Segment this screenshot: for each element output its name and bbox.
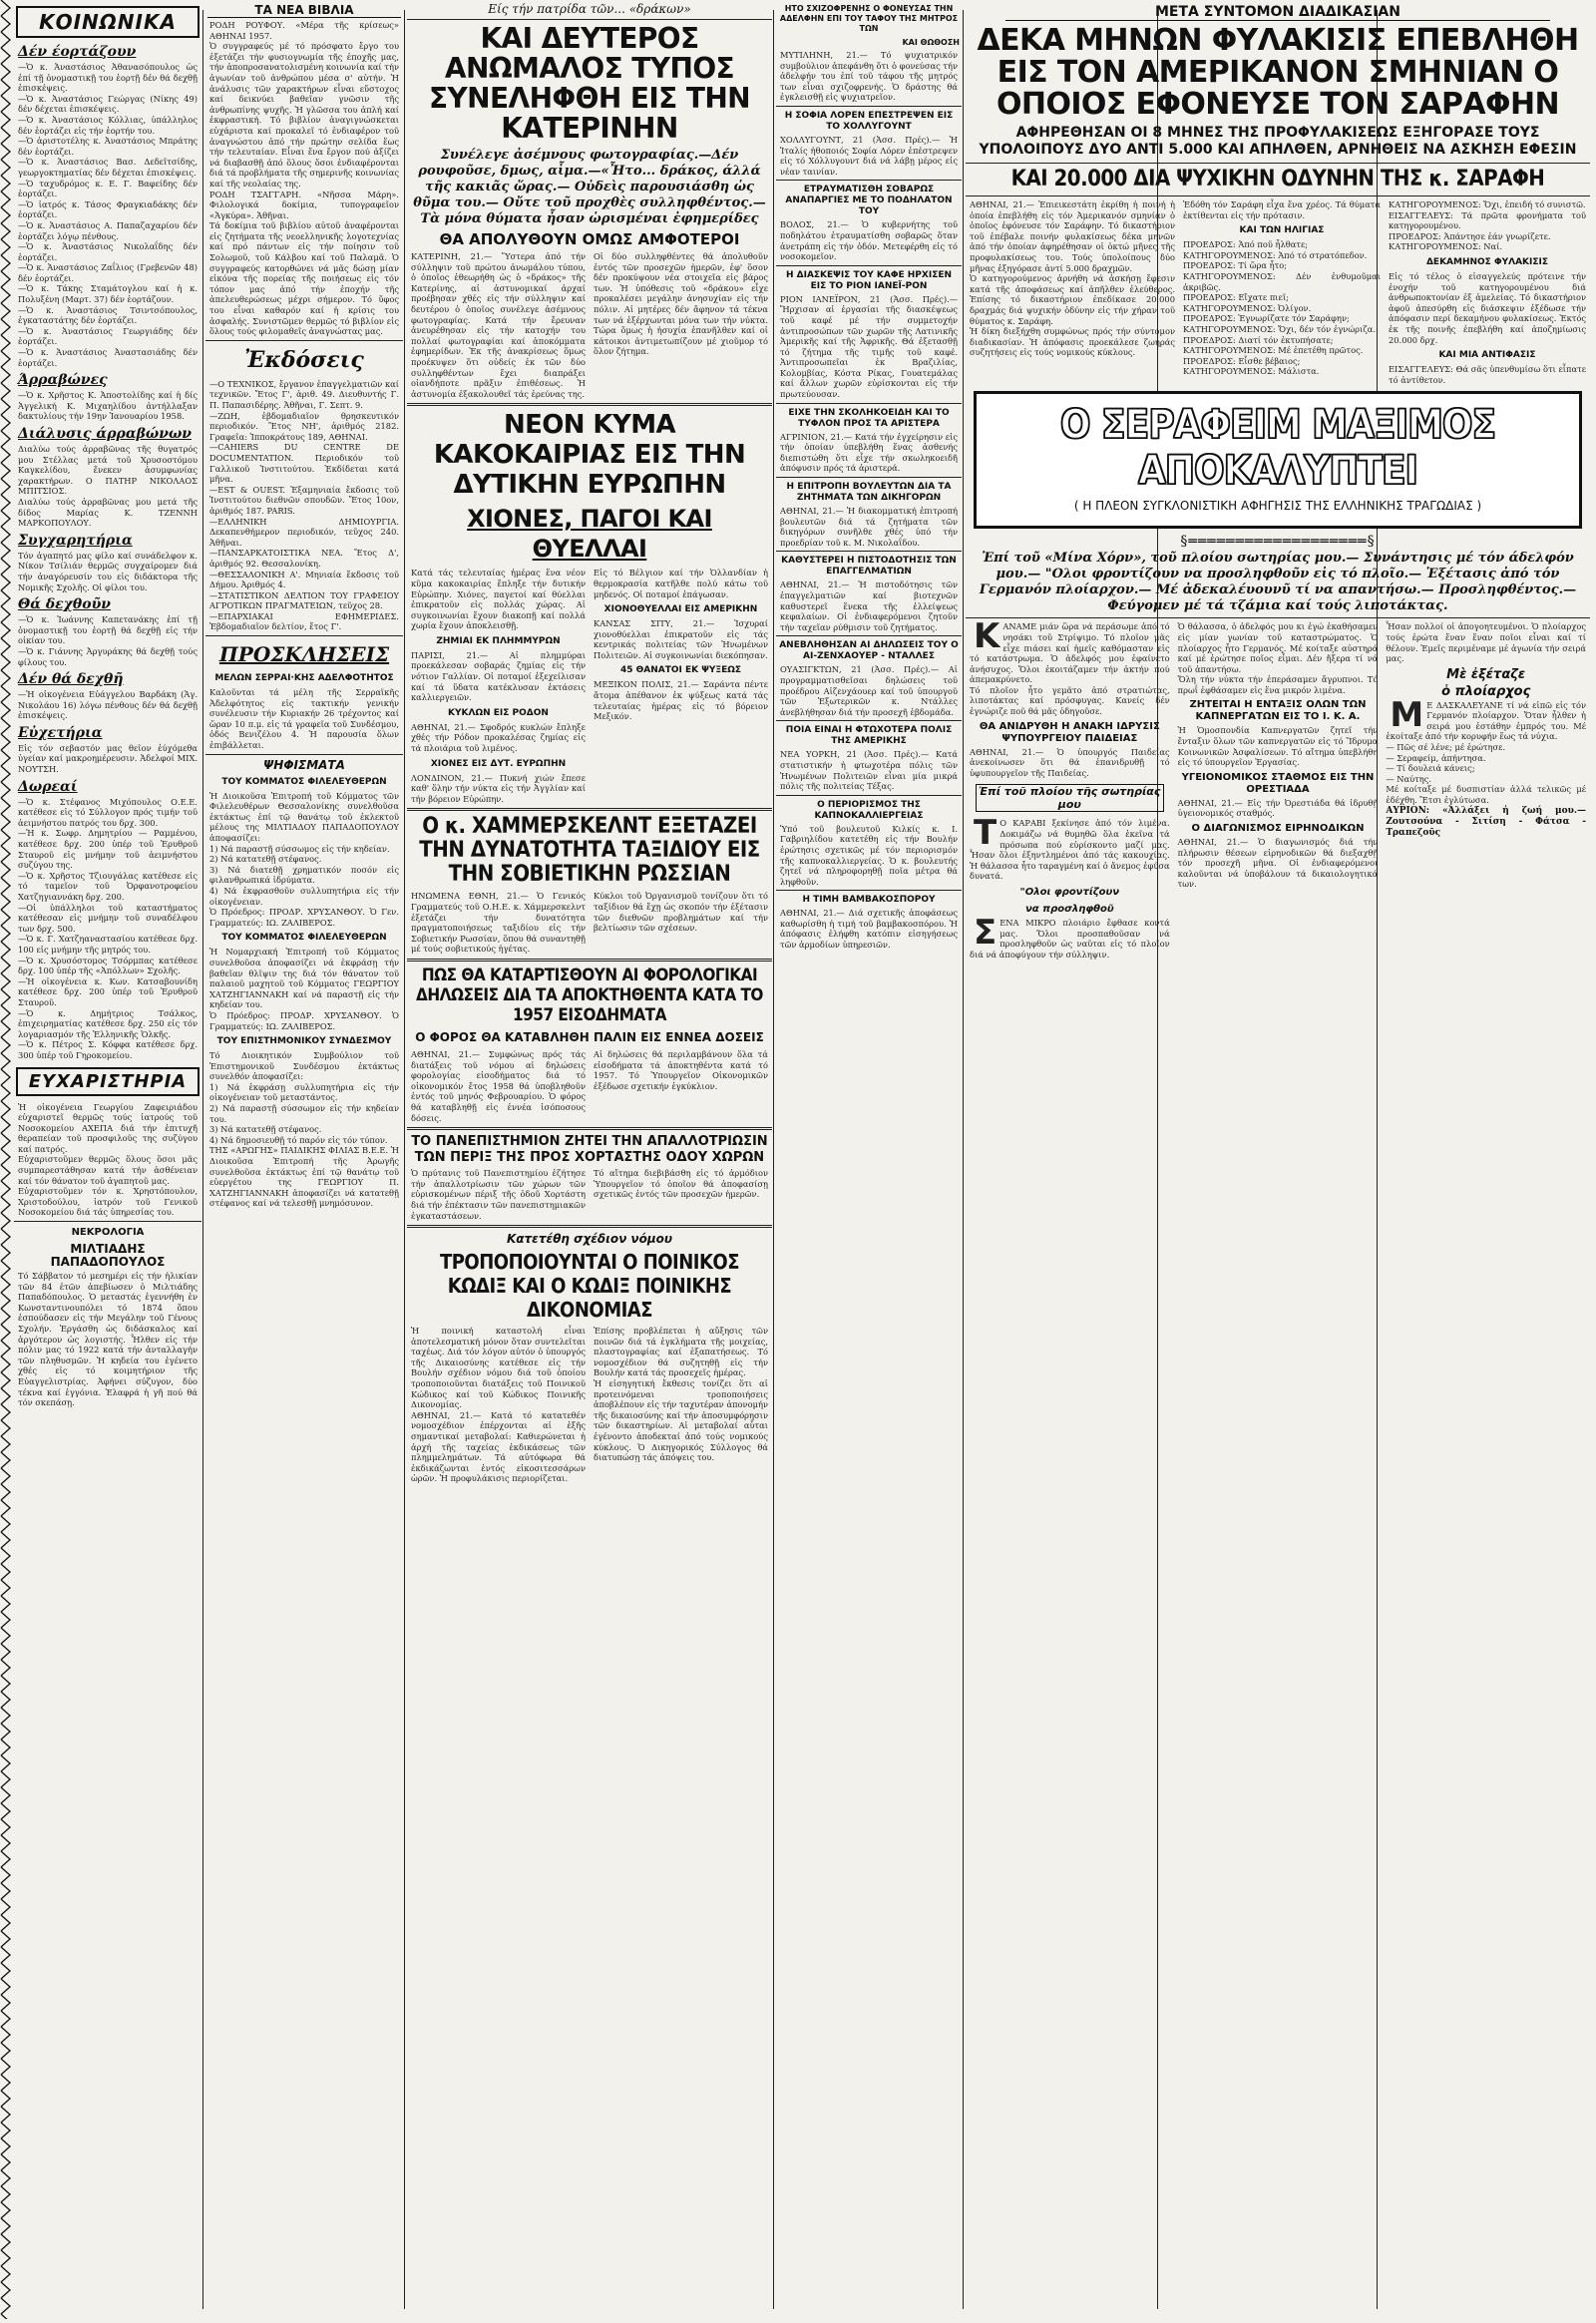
body-text: Οἱ δύο συλληφθέντες θά ἀπολυθοῦν ἐντός τῶν προσεχῶν ἡμερῶν, ἐφ' ὅσον δέν προκύψουν νέα στοιχεῖα εἰς βάρος των. Ἡ ὑπόθεσις τοῦ «δράκου» εἶχε προκαλέσει μεγάλην ἀνησυχίαν εἰς τήν πόλιν. Αἱ μητέρες δέν ἄφηνον τά τέκνα των νά ἐξέρχωνται μόνα των τήν νύκτα. Τώρα ὅμως ἡ ἡσυχία ἐπανῆλθεν καί οἱ κάτοικοι ἀντιμετωπίζουν μέ χιοῦμορ τό ὅλον ζήτημα. <box>594 251 771 357</box>
body-text: ΑΘΗΝΑΙ, 21.— Ὁ ὑπουργός Παιδείας ἀνεκοίνωσεν ὅτι θά ἐπανιδρυθῇ τό ὑφυπουργεῖον τῆς Παιδείας. <box>970 746 1173 778</box>
subhead-damages: ΚΑΙ 20.000 ΔΙΑ ΨΥΧΙΚΗΝ ΟΔΥΝΗΝ ΤΗΣ κ. ΣΑΡΑΦΗ <box>1010 167 1545 192</box>
divider <box>407 808 772 811</box>
divider <box>776 720 962 721</box>
headline-tobacco-limit: Ο ΠΕΡΙΟΡΙΣΜΟΣ ΤΗΣ ΚΑΠΝΟΚΑΛΛΙΕΡΓΕΙΑΣ <box>814 799 924 821</box>
subhead-kateriny: ΘΑ ΑΠΟΛΥΘΟΥΝ ΟΜΩΣ ΑΜΦΟΤΕΡΟΙ <box>439 230 740 248</box>
headline-kateriny: ΚΑΙ ΔΕΥΤΕΡΟΣ ΑΝΩΜΑΛΟΣ ΤΥΠΟΣ ΣΥΝΕΛΗΦΘΗ ΕΙΣ ΤΗΝ ΚΑΤΕΡΙΝΗΝ <box>428 22 751 145</box>
column-main-left <box>407 0 772 2319</box>
body-text: Ἡ Ὁμοσπονδία Καπνεργατῶν ζητεῖ τήν ἔνταξιν ὅλων τῶν καπνεργατῶν εἰς τό Ἵδρυμα Κοινωνικῶν Ἀσφαλίσεων. Τό αἴτημα ὑπεβλήθη εἰς τό ὑπουργεῖον Ἐργασίας. <box>1177 725 1381 768</box>
two-col-body <box>407 1168 772 1221</box>
headline-appendix: ΕΙΧΕ ΤΗΝ ΣΚΟΛΗΚΟΕΙΔΗ ΚΑΙ ΤΟ ΤΥΦΛΟΝ ΠΡΟΣ ΤΑ ΑΡΙΣΤΕΡΑ <box>788 407 950 429</box>
body-text: ΝΕΑ ΥΟΡΚΗ, 21 (Ἀσσ. Πρές).— Κατά στατιστικήν ἡ φτωχοτέρα πόλις τῶν Ἡνωμένων Πολιτειῶν εἶναι μία μικρά πόλις τῆς πολιτείας Τέξας. <box>780 749 961 792</box>
article-kicker: Είς τήν πατρίδα τῶν... «δράκων» <box>488 2 691 16</box>
section-heading: Συγχαρητήρια <box>18 532 133 549</box>
deck-serafeim: Ἐπί τοῦ «Μίνα Χόρν», τοῦ πλοίου σωτηρίας μου.— Συνάντησις μέ τόν άδελφόν μου.— "Ολοι φροντίζουν να προσληφθοῦν εἰς τό πλοῖο.— Ἐξέτασις ἀπό τόν Γερμανόν πλοίαρχον.— Μέ ἀδεκαλέυουνῦ τί να απαντήσω.— Προσληφθέντος.— Φεύγομεν μέ τά τζάμια καί τούς λιποτάκτας. <box>979 551 1577 614</box>
body-text: ΑΓΡΙΝΙΟΝ, 21.— Κατά τήν ἐγχείρησιν εἰς τήν ὁποίαν ὑπεβλήθη ἕνας ἀσθενής διεπιστώθη ὅτι εἶχε τήν σκωληκοειδῆ ἀπόφυσιν πρός τά ἀριστερά. <box>780 431 961 474</box>
two-col-body <box>407 891 772 955</box>
column-rule <box>202 10 203 2309</box>
divider <box>407 403 772 406</box>
body-text: ΑΘΗΝΑΙ, 21.— Ἡ διακομματική ἐπιτροπή βουλευτῶν διά τά ζητήματα τῶν δικηγόρων συνῆλθε χθές ὑπό τήν προεδρίαν τοῦ κ. Μ. Νικολαΐδου. <box>780 506 961 548</box>
body-text: Ἐδόθη τόν Σαράφη εἶχα ἕνα χρέος. Τά θύματα ἐκτίθενται εἰς τήν πρότασιν. <box>1183 199 1384 220</box>
body-text: Ἐπίσης προβλέπεται ἡ αὔξησις τῶν ποινῶν διά τά ἐγκλήματα τῆς μοιχείας, πλαστογραφίας καί ἐξαπατήσεως. Τό νομοσχέδιον θά συζητηθῇ εἰς τήν Βουλήν κατά τάς προσεχεῖς ἡμέρας. Ἡ εἰσηγητική ἔκθεσις τονίζει ὅτι αἱ προτεινόμεναι τροποποιήσεις ἀποβλέπουν εἰς τήν ταχυτέραν ἀπονομήν τῆς δικαιοσύνης καί τήν ἀποσυμφόρησιν τῶν δικαστηρίων. Αἱ μεταβολαί αὗται ἐγένοντο ἀποδεκταί ἀπό τούς νομικούς κύκλους. Ὁ Δικηγορικός Σύλλογος θά διατυπώσῃ τάς ἀπόψεις του. <box>594 1326 768 1463</box>
headline-exam: Μὲ ἐξέταζε <box>1446 666 1526 682</box>
books-heading: ΤΑ ΝΕΑ ΒΙΒΛΙΑ <box>207 4 401 18</box>
article-kicker: ΜΕΤΑ ΣΥΝΤΟΜΟΝ ΔΙΑΔΙΚΑΣΙΑΝ <box>1005 4 1550 21</box>
divider <box>776 403 962 404</box>
drop-cap: Μ <box>1390 694 1424 735</box>
subhead-sentence: ΑΦΗΡΕΘΗΣΑΝ ΟΙ 8 ΜΗΝΕΣ ΤΗΣ ΠΡΟΦΥΛΑΚΙΣΕΩΣ ΕΞΗΓΟΡΑΣΕ ΤΟΥΣ ΥΠΟΛΟΙΠΟΥΣ ΔΥΟ ΑΝΤΙ 5.000 ΚΑΙ ΑΠΗΛΘΕΝ, ΑΡΝΗΘΕΙΣ ΝΑ ΑΣΚΗΣΗ ΕΦΕΣΙΝ <box>979 125 1577 158</box>
obituary-name: ΜΙΛΤΙΑΔΗΣ ΠΑΠΑΔΟΠΟΥΛΟΣ <box>50 1242 166 1270</box>
deck-kateriny: Συνέλεγε ἀσέμνους φωτογραφίας.—Δέν ρουφοῦσε, δμως, αἷμα.—«Ἦτο... δράκος, άλλά τῆς κακιᾶς ὥρας.— Οὐδεὶς παρουσιάσθη ὡς θῦμα του.— Οὔτε τοῦ προχθὲς συλληφθέντος.—Τὰ μόνα θύματα ἦσαν ὡρισμέναι ἐφημερίδες <box>413 148 766 226</box>
divider <box>205 340 403 341</box>
body-text: ΚΑΤΗΓΟΡΟΥΜΕΝΟΣ: Ὄχι, ἐπειδή τό συνιστῶ. ΕΙΣΑΓΓΕΛΕΥΣ: Τά πρῶτα φρονήματα τοῦ κατηγορουμένου. ΠΡΟΕΔΡΟΣ: Ἀπάντησε ἐάν γνωρίζετε. ΚΑΤΗΓΟΡΟΥΜΕΝΟΣ: Ναί. <box>1389 199 1586 252</box>
body-text: Ὑπό τοῦ βουλευτοῦ Κιλκίς κ. Ι. Γαβριηλίδου κατετέθη εἰς τήν Βουλήν ἐρώτησις σχετικῶς μέ τόν περιορισμόν τῆς καπνοκαλλιεργείας. Ὁ κ. βουλευτής ζητεῖ νά πληροφορηθῇ ποῖα μέτρα θά ληφθοῦν. <box>780 823 961 887</box>
section-heading: Διάλυσις άρραβώνων <box>18 426 192 442</box>
headline-weather: ΝΕΟΝ ΚΥΜΑ ΚΑΚΟΚΑΙΡΙΑΣ ΕΙΣ ΤΗΝ ΔΥΤΙΚΗΝ ΕΥΡΩΠΗΝ <box>433 410 746 501</box>
divider <box>407 1225 772 1228</box>
divider <box>776 106 962 107</box>
resolution-org: ΤΟΥ ΚΟΜΜΑΤΟΣ ΦΙΛΕΛΕΥΘΕΡΩΝ <box>221 933 387 944</box>
body-text: —Ἡ οἰκογένεια Εὐάγγελου Βαρδάκη (Ἁγ. Νικολάου 16) λόγω πένθους δέν θά δεχθῇ ἐπισκέψεις. <box>18 689 200 721</box>
body-text: ΑΘΗΝΑΙ, 21.— Ὁ διαγωνισμός διά τήν πλήρωσιν θέσεων εἰρηνοδικῶν θά διεξαχθῇ τόν προσεχῆ μῆνα. Οἱ ἐνδιαφερόμενοι καλοῦνται νά ὑποβάλουν τά δικαιολογητικά των. <box>1177 837 1381 890</box>
column-rule <box>404 10 405 2309</box>
subhead: ΔΕΚΑΜΗΝΟΣ ΦΥΛΑΚΙΣΙΣ <box>1425 256 1549 267</box>
body-text: ΒΟΛΟΣ, 21.— Ὁ κυβερνήτης τοῦ ποδηλάτου ἐτραυματίσθη σοβαρῶς ὅταν ἀνετράπη εἰς τήν ὁδόν. Μετεφέρθη εἰς τό νοσοκομεῖον. <box>780 219 961 262</box>
section-heading: Δέν έορτάζουν <box>18 44 137 60</box>
body-text: ΚΑΤΕΡΙΝΗ, 21.— Ὕστερα ἀπό τήν σύλληψιν τοῦ πρώτου ἀνωμάλου τύπου, ὁ ὁποῖος ἐθεωρήθη ὡς ὁ «δράκος» τῆς Κατερίνης, αἱ ἀστυνομικαί ἀρχαί προέβησαν χθές εἰς τήν σύλληψιν καί δευτέρου ὁ ὁποῖος συνέλεγε ἀσέμνους φωτογραφίας. Κατά τήν ἔρευναν ἀνευρέθησαν εἰς τήν κατοχήν του πολλαί φωτογραφίαι καί ἀποκόμματα ἐφημερίδων. Ἐκ τῆς ἀνακρίσεως ὅμως προέκυψεν ὅτι οὐδείς ἐκ τῶν δύο συλληφθέντων ἔχει διαπράξει οἱανδήποτε πρᾶξιν ἐπιθέσεως. Ἡ ἀστυνομία ἐξακολουθεῖ τάς ἐρεύνας της. <box>411 251 589 399</box>
headline-founding: ΘΑ ΑΝΙΔΡΥΘΗ Η ΑΝΑΚΗ ΙΔΡΥΣΙΣ ΨΥΠΟΥΡΓΕΙΟΥ ΠΑΙΔΕΙΑΣ <box>979 720 1160 744</box>
body-text: Διαλύω τούς ἀρραβῶνας τῆς θυγατρός μου Στέλλας μετά τοῦ Χρυσοστόμου Καγκελίδου, ἕνεκεν ἀσυμφωνίας χαρακτήρων. Ο ΠΑΤΗΡ ΝΙΚΟΛΑΟΣ ΜΠΙΤΣΙΟΣ. Διαλύω τούς ἀρραβῶνας μου μετά τῆς δίδος Μαρίας Κ. ΤΖΕΝΝΗ ΜΑΡΚΟΠΟΥΛΟΥ. <box>18 444 198 529</box>
body-text: ΠΑΡΙΣΙ, 21.— Αἱ πλημμύραι προεκάλεσαν σοβαράς ζημίας εἰς τήν νότιον Γαλλίαν. Οἱ ποταμοί ἐξεχείλισαν καί τά ὕδατα κατέκλυσαν ἐκτάσεις καλλιεργειῶν. <box>411 649 589 703</box>
subhead: ΧΙΟΝΟΘΥΕΛΛΑΙ ΕΙΣ ΑΜΕΡΙΚΗΝ <box>603 604 758 615</box>
body-text: ΠΡΟΕΔΡΟΣ: Ἀπό ποῦ ἦλθατε; ΚΑΤΗΓΟΡΟΥΜΕΝΟΣ: Ἀπό τό στρατόπεδον. ΠΡΟΕΔΡΟΣ: Τί ὥρα ἦτο; ΚΑΤΗΓΟΡΟΥΜΕΝΟΣ: Δέν ἐνθυμοῦμαι ἀκριβῶς. ΠΡΟΕΔΡΟΣ: Εἴχατε πιεῖ; ΚΑΤΗΓΟΡΟΥΜΕΝΟΣ: Ὀλίγον. ΠΡΟΕΔΡΟΣ: Ἐγνωρίζατε τόν Σαράφην; ΚΑΤΗΓΟΡΟΥΜΕΝΟΣ: Ὄχι, δέν τόν ἐγνώριζα. ΠΡΟΕΔΡΟΣ: Διατί τόν ἐκτυπήσατε; ΚΑΤΗΓΟΡΟΥΜΕΝΟΣ: Μέ ἐπετέθη πρῶτος. ΠΡΟΕΔΡΟΣ: Εἶσθε βέβαιος; ΚΑΤΗΓΟΡΟΥΜΕΝΟΣ: Μάλιστα. <box>1183 239 1381 377</box>
two-col-body <box>407 251 772 399</box>
body-text: —Ὁ κ. Ἀναστάσιος Ἀθανασόπουλος ὡς ἐπί τῇ ὀνομαστικῇ του ἑορτῇ δέν θά δεχθῇ ἐπισκέψεις. —Ὁ κ. Ἀναστάσιος Γεώργας (Νίκης 49) δέν δέχεται ἐπισκέψεις. —Ὁ κ. Ἀναστάσιος Κόλλιας, ὑπάλληλος δέν ἑορτάζει εἰς τήν ἑορτήν του. —Ὁ ἀριστοτέλης κ. Ἀναστάσιος Μπράτης δέν ἑορτάζει. —Ὁ κ. Ἀναστάσιος Βασ. Δεδεῖτσίδης, γεωργοκτηματίας δέν δέχεται ἐπισκέψεις. —Ὁ ταχυδρόμος κ. Ε. Γ. Βαφείδης δέν ἑορτάζει. —Ὁ ἰατρός κ. Τάσος Φραγκιαδάκης δέν ἑορτάζει. —Ὁ κ. Ἀναστάσιος Α. Παπαζαχαρίου δέν ἑορτάζει λόγῳ πένθους. —Ὁ κ. Ἀναστάσιος Νικολαΐδης δέν ἑορτάζει. —Ὁ κ. Ἀναστάσιος Ζαΐλιος (Γρεβενῶν 48) δέν ἑορτάζει. —Ὁ κ. Τάκης Σταμάτογλου καί ἡ κ. Πολυξένη (Μαρτ. 37) δέν ἑορτάζουν. —Ὁ κ. Ἀναστάσιος Τσιντσόπουλος, ἐγκαταστάτης δέν ἑορτάζει. —Ὁ κ. Ἀναστάσιος Γεωργιάδης δέν ἑορτάζει. —Ὁ κ. Ἀναστάσιος Ἀναστασιάδης δέν ἑορτάζει. <box>18 62 198 368</box>
editions-heading: Ἐκδόσεις <box>244 346 364 373</box>
dialogue-col <box>1179 199 1385 385</box>
two-col-body <box>407 1326 772 1484</box>
column-rule <box>963 10 964 2309</box>
subhead-tax: Ο ΦΟΡΟΣ ΘΑ ΚΑΤΑΒΛΗΘΗ ΠΑΛΙΝ ΕΙΣ ΕΝΝΕΑ ΔΟΣΕΙΣ <box>415 1029 764 1044</box>
body-text: ΡΟΔΗ ΡΟΥΦΟΥ. «Μέρα τῆς κρίσεως» ΑΘΗΝΑΙ 1957. Ὁ συγγραφεύς μέ τό πρόσφατο ἔργο του ἐξετάζει τήν φυσιογνωμία τῆς ἐποχῆς μας, τήν ἀποπροσανατολισμένη κοινωνία καί τήν ἀγωνίαν τοῦ ἀνθρώπου μέσα σ' αὐτήν. Ἡ ἀνάλυσις τῶν χαρακτήρων εἶναι εὔστοχος καί δεικνύει βαθεῖαν γνῶσιν τῆς ἀνθρωπίνης ψυχῆς. Ἡ γλῶσσα του ἁπλή καί ἐκφραστική. Τό βιβλίον ἀναγιγνώσκεται εὐχάριστα καί προκαλεῖ τό ἐνδιαφέρον τοῦ ἀναγνώστου ἀπό τήν πρώτην σελίδα ἕως τήν τελευταίαν. Εἶναι ἕνα ἔργον πού ἀξίζει νά διαβασθῇ ἀπό ὅλους ὅσοι ἐνδιαφέρονται διά τά προβλήματα τῆς σημερινῆς κοινωνίας καί τῆς νεολαίας της. ΡΟΔΗ ΤΣΑΓΓΑΡΗ. «Νῆσσα Μάρη». Φιλολογικά δοκίμια, τυπογραφεῖον «Ἀγκύρα». Ἀθῆναι. Τά δοκίμια τοῦ βιβλίου αὐτοῦ ἀναφέρονται εἰς ζητήματα τῆς νεοελληνικῆς λογοτεχνίας καί πρό πάντων εἰς τήν ποίησιν τοῦ Σολωμοῦ, τοῦ Κάλβου καί τοῦ Παλαμᾶ. Ὁ συγγραφεύς κατορθώνει νά μᾶς δώσῃ μίαν εἰκόνα τῆς πορείας τῆς ποιήσεως εἰς τόν τόπον μας ἀπό τήν ἐποχήν τῆς ἀπελευθερώσεως μέχρι σήμερον. Τό ὕφος του εἶναι καθαρόν καί ἡ κρίσις του ἀσφαλής. Συνιστῶμεν θερμῶς τό βιβλίον εἰς ὅλους τούς φιλομαθεῖς ἀναγνώστας μας. <box>209 20 399 337</box>
column-news-briefs <box>776 0 962 2319</box>
body-text: ΧΟΛΛΥΓΟΥΝΤ, 21 (Ἀσσ. Πρές).— Ἡ Ἰταλίς ἠθοποιός Σοφία Λόρεν ἐπέστρεψεν εἰς τό Χόλλυγουντ διά νά λάβῃ μέρος εἰς νέαν ταινίαν. <box>780 134 961 177</box>
thanks-banner: ΕΥΧΑΡΙΣΤΗΡΙΑ <box>16 1067 200 1096</box>
body-text: ΚΑΝΣΑΣ ΣΙΤΥ, 21.— Ἰσχυραί χιονοθύελλαι ἐπικρατοῦν εἰς τάς κεντρικάς πολιτείας τῶν Ἡνωμένων Πολιτειῶν. Αἱ συγκοινωνίαι διεκόπησαν. <box>594 618 771 660</box>
weather-col <box>407 568 590 804</box>
resolution-org: ΤΟΥ ΚΟΜΜΑΤΟΣ ΦΙΛΕΛΕΥΘΕΡΩΝ <box>221 776 387 787</box>
headline-schizophrenic: ΗΤΟ ΣΧΙΖΟΦΡΕΝΗΣ Ο ΦΟΝΕΥΣΑΣ ΤΗΝ ΑΔΕΛΦΗΝ ΕΠΙ ΤΟΥ ΤΑΦΟΥ ΤΗΣ ΜΗΤΡΟΣ ΤΩΝ <box>779 4 959 33</box>
section-heading: Άρραβώνες <box>18 372 108 389</box>
body-text: ΑΘΗΝΑΙ, 21.— Ἐπιεικεστάτη ἐκρίθη ἡ ποινή ἡ ὁποία ἐπεβλήθη εἰς τόν Ἀμερικανόν σμηνίαν ὁ ὁποῖος ἐφόνευσε τόν Σαράφην. Τό δικαστήριον τοῦ ἐπέβαλε ποινήν φυλακίσεως δέκα μηνῶν ἀπό τήν ὁποίαν ἀφηρέθησαν οἱ ὀκτώ μῆνες τῆς προφυλακίσεως του. Τούς ὑπολοίπους δύο μῆνας ἐξηγόρασε ἀντί 5.000 δραχμῶν. Ὁ κατηγορούμενος ἀρνήθη νά ἀσκήσῃ ἔφεσιν κατά τῆς ἀποφάσεως καί ἀπῆλθεν ἐλεύθερος. Ἐπίσης τό δικαστήριον ἐπεδίκασε 20.000 δραχμάς διά ψυχικήν ὀδύνην εἰς τήν χήραν τοῦ θύματος κ. Σαράφη. Ἡ δίκη διεξήχθη συμφώνως πρός τήν σύντομον διαδικασίαν. Ἡ ἀπόφασις προεκάλεσε ζωηράς συζητήσεις εἰς τούς νομικούς κύκλους. <box>970 199 1175 358</box>
divider <box>776 477 962 478</box>
body-text: —Ὁ κ. Ἰωάννης Καπετανάκης ἐπί τῇ ὀνομαστικῇ του ἑορτῇ θά δεχθῇ εἰς τήν οἰκίαν του. —Ὁ κ. Γιάννης Ἀργυράκης θά δεχθῇ τούς φίλους του. <box>18 614 198 667</box>
story-col <box>966 616 1174 960</box>
divider <box>776 265 962 266</box>
body-text: ΛΟΝΔΙΝΟΝ, 21.— Πυκνή χιών ἔπεσε καθ' ὅλην τήν νύκτα εἰς τήν Ἀγγλίαν καί τήν βόρειον Εὐρώπην. <box>411 772 589 804</box>
headline-cotton: Η ΤΙΜΗ ΒΑΜΒΑΚΟΣΠΟΡΟΥ <box>802 895 936 906</box>
body-text: Εἰς τό τέλος ὁ εἰσαγγελεύς πρότεινε τήν ἐνοχήν τοῦ κατηγορουμένου διά ἀνθρωποκτονίαν ἐξ ἀμελείας. Τό δικαστήριον ἀφοῦ ἀπεσύρθη εἰς διάσκεψιν ἐξέδωσε τήν ἀπόφασιν περί δεκαμήνου φυλακίσεως. Ἐκτός ἐκ τῆς ποινῆς ἐπεβλήθη καί ἀποζημίωσις 20.000 δρχ. <box>1389 270 1589 345</box>
two-col-body <box>407 568 772 804</box>
headline-health-station: ΥΓΕΙΟΝΟΜΙΚΟΣ ΣΤΑΘΜΟΣ ΕΙΣ ΤΗΝ ΟΡΕΣΤΙΑΔΑ <box>1181 771 1375 795</box>
subhead: ΚΑΙ ΤΩΝ ΗΛΙΓΙΑΣ <box>1239 225 1325 236</box>
body-text: Ἦσαν πολλοί οἱ ἀπογοητευμένοι. Ὁ πλοίαρχος τούς ἐρώτα ἕναν ἕναν ποῖοι εἶναι καί τί θέλουν. Ἐμεῖς περιμέναμε μέ ἀγωνία τήν σειρά μας. <box>1386 621 1589 664</box>
headline-serafeim: Ο ΣΕΡΑΦΕΙΜ ΜΑΞΙΜΟΣ ΑΠΟΚΑΛΥΠΤΕΙ <box>1059 402 1496 495</box>
body-text: ΜΥΤΙΛΗΝΗ, 21.— Τό ψυχιατρικόν συμβούλιον ἀπεφάνθη ὅτι ὁ φονεύσας τήν ἀδελφήν του ἐπί τοῦ τάφου τῆς μητρός των εἶναι σχιζοφρενής. Ὁ δράστης θά ἐγκλεισθῇ εἰς ψυχιατρεῖον. <box>780 50 961 103</box>
body-text: Τό Σάββατον τό μεσημέρι εἰς τήν ἡλικίαν τῶν 84 ἐτῶν ἀπεβίωσεν ὁ Μιλτιάδης Παπαδόπουλος. Ὁ μεταστάς ἐγεννήθη ἐν Κωνσταντινουπόλει τό 1874 ὅπου ἐσπούδασεν εἰς τήν Μεγάλην τοῦ Γένους Σχολήν. Ἐργάσθη ὡς διδάσκαλος καί ἀργότερον ὡς λογιστής. Ἦλθεν εἰς τήν πόλιν μας τό 1922 κατά τήν ἀνταλλαγήν τῶν πληθυσμῶν. Ἡ κηδεία του ἐγένετο χθές εἰς τό κοιμητήριον τῆς Εὐαγγελιστρίας. Ἀφήνει σύζυγον, δύο τέκνα καί ἐγγόνια. Ἐλαφρά ἡ γῆ πού θά τόν σκεπάσῃ. <box>18 1271 200 1408</box>
divider <box>966 617 1590 618</box>
divider <box>776 180 962 181</box>
body-text: Τ Ο ΚΑΡΑΒΙ ξεκίνησε ἀπό τόν λιμένα. Δοκιμάζω νά θυμηθῶ ὅλα ἐκεῖνα τά πρόσωπα πού εὑρίσκοντο μαζί μας. Ἦσαν ὅλοι ἐξηντλημένοι ἀπό τάς κακουχίας. Ἡ θάλασσα ἦτο ταραγμένη καί ὁ ἄνεμος ἐφύσα δυνατά. <box>970 813 1173 882</box>
headline-eisenhower: ΑΝΕΒΛΗΘΗΣΑΝ ΑΙ ΔΗΛΩΣΕΙΣ ΤΟΥ Ο ΑΙ-ΖΕΝΧΑΟΥΕΡ - ΝΤΑΛΛΕΣ <box>779 640 959 662</box>
ornament-border-svg <box>0 0 12 2319</box>
dialogue-col <box>1385 199 1590 385</box>
divider <box>776 551 962 552</box>
three-col-body <box>966 616 1590 960</box>
resolution-org: ΤΟΥ ΕΠΙΣΤΗΜΟΝΙΚΟΥ ΣΥΝΔΕΣΜΟΥ <box>216 1036 392 1047</box>
headline-hammarskjold: Ο κ. ΧΑΜΜΕΡΣΚΕΛΝΤ ΕΞΕΤΑΖΕΙ ΤΗΝ ΔΥΝΑΤΟΤΗΤΑ ΤΑΞΙΔΙΟΥ ΕΙΣ ΤΗΝ ΣΟΒΙΕΤΙΚΗΝ ΡΩΣΣΙΑΝ <box>419 814 760 888</box>
body-text: ΑΘΗΝΑΙ, 21.— Διά σχετικῆς ἀποφάσεως καθωρίσθη ἡ τιμή τοῦ βαμβακοσπόρου. Ἡ ἀπόφασις ἐλήφθη κατόπιν εἰσηγήσεως τῶν ἁρμοδίων ὑπηρεσιῶν. <box>780 908 961 951</box>
body-text: Ἡ ποινική καταστολή εἶναι ἀποτελεσματική μόνον ὅταν συντελεῖται ταχέως. Διά τόν λόγον αὐτόν ὁ ὑπουργός τῆς Δικαιοσύνης κατέθεσε εἰς τήν Βουλήν σχέδιον νόμου διά τοῦ ὁποίου τροποποιοῦνται διατάξεις τοῦ Ποινικοῦ Κώδικος καί τοῦ Κώδικος Ποινικῆς Δικονομίας. ΑΘΗΝΑΙ, 21.— Κατά τό κατατεθέν νομοσχέδιον ἐπέρχονται αἱ ἑξῆς σημαντικαί μεταβολαί: Καθιερώνεται ἡ ἀρχή τῆς ταχείας ἐκδικάσεως τῶν πλημμελημάτων. Τά αὐτόφωρα θά ἐκδικάζωνται ἐντός εἰκοσιτεσσάρων ὡρῶν. Ἡ προφυλάκισις περιορίζεται. <box>411 1326 586 1484</box>
subhead: ΚΥΚΛΩΝ ΕΙΣ ΡΟΔΟΝ <box>448 707 549 718</box>
resolutions-heading: ΨΗΦΙΣΜΑΤΑ <box>263 757 345 772</box>
story-col <box>1382 621 1590 960</box>
headline-tax: ΠΩΣ ΘΑ ΚΑΤΑΡΤΙΣΘΟΥΝ ΑΙ ΦΟΡΟΛΟΓΙΚΑΙ ΔΗΛΩΣΕΙΣ ΔΙΑ ΤΑ ΑΠΟΚΤΗΘΕΝΤΑ ΚΑΤΑ ΤΟ 1957 ΕΙΣΟΔΗΜΑΤΑ <box>416 965 763 1025</box>
headline-hired: να προσληφθοῦ <box>1025 904 1114 915</box>
body-text: Τό αἴτημα διεβιβάσθη εἰς τό ἁρμόδιον Ὑπουργεῖον τό ὁποῖον θά ἀποφασίσῃ σχετικῶς ἐντός τῶν προσεχῶν ἡμερῶν. <box>594 1168 771 1200</box>
divider <box>205 754 403 755</box>
headline-lawyers: Η ΕΠΙΤΡΟΠΗ ΒΟΥΛΕΥΤΩΝ ΔΙΑ ΤΑ ΖΗΤΗΜΑΤΑ ΤΩΝ ΔΙΚΗΓΟΡΩΝ <box>786 482 952 504</box>
body-text: Τόν ἀγαπητό μας φίλο καί συνάδελφον κ. Νίκον Τσίλιάν θερμῶς συγχαίρομεν διά τήν ἀναγόρευσίν του εἰς διδάκτορα τῆς Νομικῆς Σχολῆς. Οἱ φίλοι του. <box>18 550 200 592</box>
story-col <box>1174 621 1383 960</box>
body-text: ΑΘΗΝΑΙ, 21.— Συμφώνως πρός τάς διατάξεις τοῦ νόμου αἱ δηλώσεις φορολογίας εἰσοδήματος διά τό οἰκονομικόν ἔτος 1958 θά ὑποβληθοῦν ἐντός τοῦ μηνός Φεβρουαρίου. Ὁ φόρος θά καταβληθῇ εἰς ἐννέα ἰσόποσους δόσεις. <box>411 1048 589 1123</box>
drop-cap: Σ <box>974 913 998 953</box>
weather-col <box>590 568 772 804</box>
body-text: Ἡ οἰκογένεια Γεωργίου Ζαφειριάδου εὐχαριστεῖ θερμῶς τούς ἰατρούς τοῦ Νοσοκομείου ΑΧΕΠΑ διά τήν ἐπιτυχῆ θεραπείαν τοῦ προσφιλοῦς της συζύγου καί πατρός. Εὐχαριστοῦμεν θερμῶς ὅλους ὅσοι μᾶς συμπαρεστάθησαν κατά τήν ἀσθένειαν καί τόν θάνατον τοῦ ἀγαπητοῦ μας. Εὐχαριστοῦμεν τόν κ. Χρηστόπουλον, Χριστοδούλου, ἰατρόν τοῦ Γενικοῦ Νοσοκομείου διά τάς ὑπηρεσίας του. <box>18 1101 198 1218</box>
body-text: Ὁ θάλασσα, ὁ ἀδελφός μου κι ἐγώ ἐκαθήσαμεν εἰς μίαν γωνίαν τοῦ καταστρώματος. Ὁ πλοίαρχος ἦτο Γερμανός. Μέ κοίταξε αὐστηρά καί μέ ἐρώτησε ποῖος εἶμαι. Δέν ἤξερα τί νά τοῦ ἀπαντήσω. Ὅλη τήν νύκτα τήν ἐπεράσαμεν ἄγρυπνοι. Τό πρωΐ ἐφθάσαμεν εἰς ἕνα μικρόν λιμένα. <box>1177 621 1379 695</box>
headline-captain: ὁ πλοίαρχος <box>1441 683 1531 699</box>
column-social <box>14 0 201 2319</box>
body-text: ΚΑΝΑΜΕ μιάν ὥρα νά περάσωμε ἀπό τό νησάκι τοῦ Στρίψιμο. Τό πλοῖον μᾶς εἶχε πιάσει καί ἡμεῖς καθόμασταν εἰς τό κατάστρωμα. Ὁ ἀδελφός μου ἐφαίνετο ἀνήσυχος. Ὅλοι ἐκοιτάζαμεν τήν ἀκτήν πού ἀπεμακρύνετο. Τό πλοῖον ἦτο γεμᾶτο ἀπό στρατιώτας, λιποτάκτας καί πρόσφυγας. Κανείς δέν ἐγνώριζε ποῦ θά μᾶς ὁδηγοῦσε. <box>970 616 1170 717</box>
divider <box>14 1221 201 1222</box>
headline-peace-judges: Ο ΔΙΑΓΩΝΙΣΜΟΣ ΕΙΡΗΝΟΔΙΚΩΝ <box>1191 823 1365 835</box>
body-text: —Ὁ κ. Στέφανος Μιχόπουλος Ο.Ε.Ε. κατέθεσε εἰς τό Σύλλογον πρός τιμήν τοῦ ἀειμνήστου πατρός του δρχ. 300. —Ἡ κ. Σωφρ. Δημητρίου — Ραμμένου, κατέθεσε δρχ. 200 ὑπέρ τοῦ Ἑρυθροῦ Σταυροῦ εἰς μνήμην τοῦ ἀειμνήστου συζύγου της. —Ὁ κ. Χρῆστος Τζιουγάλας κατέθεσε εἰς τό ταμεῖον τοῦ Ὀρφανοτροφείου Χατζηγιαννάκη δρχ. 200. —Οἱ ὑπάλληλοι τοῦ καταστήματος κατέθεσαν εἰς μνήμην τοῦ συναδέλφου των δρχ. 500. —Ὁ κ. Γ. Χατζηαναστασίου κατέθεσε δρχ. 100 εἰς μνήμην τῆς μητρός του. —Ὁ κ. Χρυσόστομος Τσόρμπας κατέθεσε δρχ. 100 ὑπέρ τῆς «Ἀπόλλων» Σχολῆς. —Ἡ οἰκογένεια κ. Κων. Κατσαβουνίδη κατέθεσε δρχ. 200 ὑπέρ τοῦ Ἑρυθροῦ Σταυροῦ. —Ὁ κ. Δημήτριος Τσάλκος, ἐπιχειρηματίας κατέθεσε δρχ. 250 εἰς τόν λογαριασμόν τῆς Ἑλληνικῆς Ὁλκῆς. —Ὁ κ. Πέτρος Σ. Κόφφα κατέθεσε δρχ. 300 ὑπέρ τοῦ Γηροκομείου. <box>18 796 198 1060</box>
headline-sentence: ΔΕΚΑ ΜΗΝΩΝ ΦΥΛΑΚΙΣΙΣ ΕΠΕΒΛΗΘΗ ΕΙΣ ΤΟΝ ΑΜΕΡΙΚΑΝΟΝ ΣΜΗΝΙΑΝ Ο ΟΠΟΙΟΣ ΕΦΟΝΕΥΣΕ ΤΟΝ ΣΑΡΑΦΗΝ <box>977 23 1579 122</box>
section-heading: Εὐχετήρια <box>18 724 103 741</box>
body-text: ΣΕΝΑ ΜΙΚΡΟ πλοιάριο ἔφθασε κοντά μας. Ὅλοι προσπαθοῦσαν νά προσληφθοῦν ὡς ναῦται εἰς τό πλοῖον διά νά ἀποφύγουν τήν σύλληψιν. <box>970 913 1173 960</box>
divider <box>407 1127 772 1130</box>
body-text: ΜΕΞΙΚΟΝ ΠΟΛΙΣ, 21.— Σαράντα πέντε ἄτομα ἀπέθανον ἐκ ψύξεως κατά τάς τελευταίας ἡμέρας εἰς τό βόρειον Μεξικόν. <box>594 679 771 722</box>
subhead: ΖΗΜΙΑΙ ΕΚ ΠΛΗΜΜΥΡΩΝ <box>436 635 561 646</box>
body-text: Ὁ πρύτανις τοῦ Πανεπιστημίου ἐζήτησε τήν ἀπαλλοτρίωσιν τῶν χώρων τῶν εὑρισκομένων πέριξ τῆς ὁδοῦ Χορτάστη διά τήν ἐπέκτασιν τῶν πανεπιστημιακῶν ἐγκαταστάσεων. <box>411 1168 589 1221</box>
obituary-label: ΝΕΚΡΟΛΟΓΙΑ <box>71 1227 145 1239</box>
body-text: Εἰς τόν σεβαστόν μας θεῖον ἐύχόμεθα ὑγείαν καί μακροημέρευσιν. Ἀδελφοί ΜΙΧ. ΝΟΥΤΣΗ. <box>18 742 200 775</box>
drop-cap: Τ <box>974 813 998 854</box>
headline-schizophrenic-b: ΚΑΙ ΘΩΘΟΣΗ <box>902 38 960 47</box>
divider <box>776 890 962 891</box>
column-books <box>205 0 403 2319</box>
body-text: ΑΘΗΝΑΙ, 21.— Σφοδρός κυκλών ἔπληξε χθές τήν Ρόδον προκαλέσας ζημίας εἰς τά πλοιάρια τοῦ λιμένος. <box>411 721 589 754</box>
body-text: —Ὁ κ. Χρῆστος Κ. Ἀποστολίδης καί ἡ δίς Ἀγγελική Κ. Μιχαηλίδου ἀντήλλαξαν δακτυλίους τήν 19ην Ἰανουαρίου 1958. <box>18 390 200 422</box>
body-text: ΗΝΩΜΕΝΑ ΕΘΝΗ, 21.— Ὁ Γενικός Γραμματεύς τοῦ Ο.Η.Ε. κ. Χάμμερσκελντ ἐξετάζει τήν δυνατότητα πραγματοποιήσεως ταξιδίου εἰς τήν Σοβιετικήν Ρωσσίαν, ὅπου θά συναντηθῇ μέ τούς σοβιετικούς ἡγέτας. <box>411 891 589 955</box>
body-text: Εἰς τό Βέλγιον καί τήν Ὁλλανδίαν ἡ θερμοκρασία κατῆλθε πολύ κάτω τοῦ μηδενός. Οἱ ποταμοί ἐπάγωσαν. <box>594 568 771 599</box>
body-text: Μ Ε ΔΑΣΚΑΛΕΥΑΝΕ τί νά εἰπῶ εἰς τόν Γερμανόν πλοίαρχον. Ὅταν ἦλθεν ἡ σειρά μου ἐστάθην ἐμπρός του. Μέ ἐκοίταξε ἀπό τήν κορυφήν ἕως τά νύχια. — Πῶς σέ λένε; μέ ἐρώτησε. — Σεραφείμ, ἀπήντησα. — Τί δουλειά κάνεις; — Ναύτης. Μέ κοίταξε μέ δυσπιστίαν ἀλλά τελικῶς μέ ἐδέχθη. Ἔτσι ἐγλύτωσα. <box>1386 694 1587 806</box>
headline-university: ΤΟ ΠΑΝΕΠΙΣΤΗΜΙΟΝ ΖΗΤΕΙ ΤΗΝ ΑΠΑΛΛΟΤΡΙΩΣΙΝ ΤΩΝ ΠΕΡΙΞ ΤΗΣ ΠΡΟΣ ΧΟΡΤΑΣΤΗΣ ΟΔΟΥ ΧΩΡΩΝ <box>411 1134 768 1166</box>
headline-all-care: "Ολοι φροντίζουν <box>1019 887 1120 898</box>
body-text: ΡΙΟΝ ΙΑΝΕΪΡΟΝ, 21 (Ἀσσ. Πρές).— Ἤρχισαν αἱ ἐργασίαι τῆς διασκέψεως τοῦ καφέ μέ τήν συμμετοχήν ἀντιπροσώπων τῶν χωρῶν τῆς Λατινικῆς Ἀμερικῆς καί τῆς Ἀφρικῆς. Θά ἐξετασθῇ τό ζήτημα τῆς τιμῆς τοῦ καφέ. Ἀντιπροσωπεῖαι ἐκ Βραζιλίας, Κολομβίας, Κόστα Ρίκας, Γουατεμάλας καί ἄλλων χωρῶν εὑρίσκονται εἰς τήν πρωτεύουσαν. <box>780 293 961 400</box>
two-col-body <box>407 1049 772 1123</box>
headline-poorest-city: ΠΟΙΑ ΕΙΝΑΙ Η ΦΤΩΧΟΤΕΡΑ ΠΟΛΙΣ ΤΗΣ ΑΜΕΡΙΚΗΣ <box>785 725 953 747</box>
headline-bicycle: ΕΤΡΑΥΜΑΤΙΣΘΗ ΣΟΒΑΡΩΣ ΑΝΑΠΑΡΓΙΕΣ ΜΕ ΤΟ ΠΟΔΗΛΑΤΟΝ ΤΟΥ <box>785 185 953 217</box>
headline-credit: ΚΑΘΥΣΤΕΡΕΙ Η ΠΙΣΤΟΔΟΤΗΣΙΣ ΤΩΝ ΕΠΑΓΓΕΛΜΑΤΙΩΝ <box>781 556 957 578</box>
body-text: Καλοῦνται τά μέλη τῆς Σερραϊκῆς Ἀδελφότητος εἰς τακτικήν γενικήν συνέλευσιν τήν Κυριακήν 26 τρέχοντος καί ὥραν 10 π.μ. εἰς τά γραφεῖα τοῦ Συνδέσμου, ὁδός Βενιζέλου 4. Ἡ παρουσία ὅλων ἐπιβάλλεται. <box>209 687 402 751</box>
ornament-divider: §═══════════════════§ <box>1180 534 1376 551</box>
ornamental-border <box>0 0 12 2319</box>
body-text: Αἱ δηλώσεις θά περιλαμβάνουν ὅλα τά εἰσοδήματα τά ἀποκτηθέντα κατά τό 1957. Τό Ὑπουργεῖον Οἰκονομικῶν ἐξέδωσε σχετικήν ἐγκύκλιον. <box>594 1048 771 1091</box>
body-text: ΕΙΣΑΓΓΕΛΕΥΣ: Θά σᾶς ὑπενθυμίσω ὅτι εἶπατε τό ἀντίθετον. <box>1389 364 1589 385</box>
headline-tobacco-workers: ΖΗΤΕΙΤΑΙ Η ΕΝΤΑΞΙΣ ΟΛΩΝ ΤΩΝ ΚΑΠΝΕΡΓΑΤΩΝ ΕΙΣ ΤΟ Ι. Κ. Α. <box>1189 699 1367 723</box>
divider <box>407 959 772 962</box>
divider <box>407 19 772 20</box>
invitations-heading: ΠΡΟΣΚΛΗΣΕΙΣ <box>218 642 390 667</box>
invitation-sub: ΜΕΛΩΝ ΣΕΡΡΑΙ·ΚΗΣ ΑΔΕΛΦΟΤΗΤΟΣ <box>214 673 394 684</box>
drop-cap: Κ <box>974 616 1000 657</box>
body-text: Ἡ Διοικοῦσα Ἐπιτροπή τοῦ Κόμματος τῶν Φιλελευθέρων Θεσσαλονίκης συνελθοῦσα ἐκτάκτως ἐπί τῷ θανάτῳ τοῦ ἐκλεκτοῦ μέλους της ΜΙΛΤΙΑΔΟΥ ΠΑΠΑΔΟΠΟΥΛΟΥ ἀποφασίζει: 1) Νά παραστῇ σύσσωμος εἰς τήν κηδείαν. 2) Νά κατατεθῇ στέφανος. 3) Νά διατεθῇ χρηματικόν ποσόν εἰς φιλανθρωπικά ἱδρύματα. 4) Νά ἐκφρασθοῦν συλλυπητήρια εἰς τήν οἰκογένειαν. Ὁ Πρόεδρος: ΠΡΟΔΡ. ΧΡΥΣΑΝΘΟΥ. Ὁ Γεν. Γραμματεύς: ΙΩ. ΖΑΛΙΒΕΡΟΣ. <box>209 790 399 928</box>
subhead: ΧΙΟΝΕΣ ΕΙΣ ΔΥΤ. ΕΥΡΩΠΗΝ <box>430 758 567 769</box>
headline-coffee: Η ΔΙΑΣΚΕΨΙΣ ΤΟΥ ΚΑΦΕ ΗΡΧΙΣΕΝ ΕΙΣ ΤΟ ΡΙΟΝ ΙΑΝΕΪ-ΡΟΝ <box>785 269 953 291</box>
column-main-right <box>966 0 1590 2319</box>
headline-loren: Η ΣΟΦΙΑ ΛΟΡΕΝ ΕΠΕΣΤΡΕΨΕΝ ΕΙΣ ΤΟ ΧΟΛΛΥΓΟΥΝΤ <box>784 110 954 132</box>
body-text: Κύκλοι τοῦ Ὀργανισμοῦ τονίζουν ὅτι τό ταξίδιον θά ἔχῃ ὡς σκοπόν τήν ἐξέτασιν τῶν διεθνῶν προβλημάτων καί τήν βελτίωσιν τῶν σχέσεων. <box>594 891 771 934</box>
body-text: Ἡ Νομαρχιακή Ἐπιτροπή τοῦ Κόμματος συνελθοῦσα ἀποφασίζει νά ἐκφράσῃ τήν βαθεῖαν θλῖψιν της διά τόν θάνατον τοῦ παλαιοῦ μαχητοῦ τοῦ Κόμματος ΓΕΩΡΓΙΟΥ ΧΑΤΖΗΓΙΑΝΝΑΚΗ καί νά παραστῇ εἰς τήν κηδείαν του. Ὁ Πρόεδρος: ΠΡΟΔΡ. ΧΡΥΣΑΝΘΟΥ. Ὁ Γραμματεύς: ΙΩ. ΖΑΛΙΒΕΡΟΣ. <box>209 947 399 1031</box>
body-text: Κατά τάς τελευταίας ἡμέρας ἕνα νέον κῦμα κακοκαιρίας ἔπληξε τήν δυτικήν Εὐρώπην. Χιόνες, παγετοί καί θύελλαι ἐπικρατοῦν εἰς πολλάς χώρας. Αἱ συγκοινωνίαι ἔχουν διακοπῇ καί πολλά χωρία ἔχουν ἀποκλεισθῇ. <box>411 568 589 631</box>
headline-weather-b: ΧΙΟΝΕΣ, ΠΑΓΟΙ ΚΑΙ ΘΥΕΛΛΑΙ <box>467 505 712 564</box>
body-text: Τό Διοικητικόν Συμβούλιον τοῦ Ἐπιστημονικοῦ Συνδέσμου ἐκτάκτως συνελθόν ἀποφασίζει: 1) Νά ἐκφράσῃ συλλυπητήρια εἰς τήν οἰκογένειαν τοῦ μεταστάντος. 2) Νά παραστῇ σύσσωμον εἰς τήν κηδείαν του. 3) Νά κατατεθῇ στέφανος. 4) Νά δημοσιευθῇ τό παρόν εἰς τόν τύπον. ΤΗΣ «ΑΡΩΓΗΣ» ΠΑΙΔΙΚΗΣ ΦΙΛΙΑΣ Β.Ε.Ε. Ἡ Διοικοῦσα Ἐπιτροπή τῆς Ἀρωγῆς συνελθοῦσα ἐκτάκτως ἐπί τῷ θανάτῳ τοῦ εὐεργέτου της ΓΕΩΡΓΙΟΥ Π. ΧΑΤΖΗΓΙΑΝΝΑΚΗ ἀποφασίζει νά κατατεθῇ στέφανος καί νά τελεσθῇ μνημόσυνον. <box>209 1050 399 1209</box>
subhead: 45 ΘΑΝΑΤΟΙ ΕΚ ΨΥΞΕΩΣ <box>619 665 742 676</box>
headline-ship: Ἐπί τοῦ πλοίου τῆς σωτηρίας μου <box>976 784 1164 812</box>
subhead: ΚΑΙ ΜΙΑ ΑΝΤΙΦΑΣΙΣ <box>1438 350 1536 361</box>
subhead-serafeim: ( Η ΠΛΕΟΝ ΣΥΓΚΛΟΝΙΣΤΙΚΗ ΑΦΗΓΗΣΙΣ ΤΗΣ ΕΛΛΗΝΙΚΗΣ ΤΡΑΓΩΔΙΑΣ ) <box>1073 499 1482 514</box>
three-col-body <box>966 199 1590 385</box>
body-text: ΟΥΑΣΙΓΚΤΩΝ, 21 (Ἀσσ. Πρές).— Αἱ προγραμματισθεῖσαι δηλώσεις τοῦ προέδρου Αἰζενχάουερ καί τοῦ ὑπουργοῦ τῶν Ἐξωτερικῶν κ. Ντάλλες ἀνεβλήθησαν διά τήν προσεχῆ ἑβδομάδα. <box>780 664 961 717</box>
column-rule <box>773 10 774 2309</box>
divider <box>966 195 1590 196</box>
section-heading: Θά δεχθοῦν <box>18 596 112 613</box>
article-kicker: Κατετέθη σχέδιον νόμου <box>506 1232 673 1247</box>
divider <box>776 635 962 636</box>
body-text: ΑΘΗΝΑΙ, 21.— Εἰς τήν Ὀρεστιάδα θά ἱδρυθῇ ὑγειονομικός σταθμός. <box>1177 797 1381 819</box>
body-text: ΑΘΗΝΑΙ, 21.— Ἡ πιστοδότησις τῶν ἐπαγγελματιῶν καί βιοτεχνῶν καθυστερεῖ ἕνεκα τῆς ἐλλείψεως κεφαλαίων. Οἱ ἐνδιαφερόμενοι ζητοῦν τήν ταχεῖαν ρύθμισιν τοῦ ζητήματος. <box>780 580 961 632</box>
closing-note: ΑΥΡΙΟΝ: «Ἀλλάξει ἡ ζωή μου.—Ζουτσούνα - Σιτίση - Φάτσα - Τραπεζοῦς <box>1386 805 1590 838</box>
headline-penal-code: ΤΡΟΠΟΠΟΙΟΥΝΤΑΙ Ο ΠΟΙΝΙΚΟΣ ΚΩΔΙΞ ΚΑΙ Ο ΚΩΔΙΞ ΠΟΙΝΙΚΗΣ ΔΙΚΟΝΟΜΙΑΣ <box>439 1250 740 1323</box>
section-heading: Δωρεαί <box>18 778 78 795</box>
social-banner: ΚΟΙΝΩΝΙΚΑ <box>16 6 200 38</box>
divider <box>966 163 1590 164</box>
section-heading: Δέν θά δεχθῆ <box>18 671 124 688</box>
divider <box>776 795 962 796</box>
serafeim-headline-box <box>974 391 1582 529</box>
divider <box>205 635 403 636</box>
body-text: —Ο ΤΕΧΝΙΚΟΣ, ἔργανον ἐπαγγελματιῶν καί τεχνικῶν. Ἔτος Γ', ἀριθ. 49. Διευθυντής Γ. Π. Παπασιδέρης. Ἀθῆναι, Γ. Σεπτ. 9. —ΖΩΗ, ἑβδομαδιαῖον θρησκευτικόν περιοδικόν. Ἔτος ΝΗ', ἀριθμός 2182. Γραφεῖα: Ἱπποκράτους 189, ΑΘΗΝΑΙ. —CAHIERS DU CENTRE DE DOCUMENTATION. Περιοδικόν τοῦ Γαλλικοῦ Ἰνστιτούτου. Ἐκδίδεται κατά μῆνα. —EST & OUEST. Ἑξαμηνιαία ἔκδοσις τοῦ Ἰνστιτούτου διεθνῶν σπουδῶν. Ἔτος 10ον, ἀριθμός 187. PARIS. —ΕΛΛΗΝΙΚΗ ΔΗΜΙΟΥΡΓΙΑ. Δεκαπενθήμερον περιοδικόν, τεῦχος 240. Ἀθῆναι. —ΠΑΝΣΑΡΚΑΤΟΙΣΤΙΚΑ ΝΕΑ. Ἔτος Δ', ἀριθμός 92. Θεσσαλονίκη. —ΘΕΣΣΑΛΟΝΙΚΗ Α'. Μηνιαία ἔκδοσις τοῦ Δήμου. Ἀριθμός 4. —ΣΤΑΤΙΣΤΙΚΟΝ ΔΕΛΤΙΟΝ ΤΟΥ ΓΡΑΦΕΙΟΥ ΑΓΡΟΤΙΚΩΝ ΠΡΑΓΜΑΤΕΙΩΝ, τεῦχος 28. —ΕΠΑΡΧΙΑΚΑΙ ΕΦΗΜΕΡΙΔΕΣ. Ἑβδομαδιαῖον δελτίον, ἔτος Γ'. <box>209 378 399 632</box>
